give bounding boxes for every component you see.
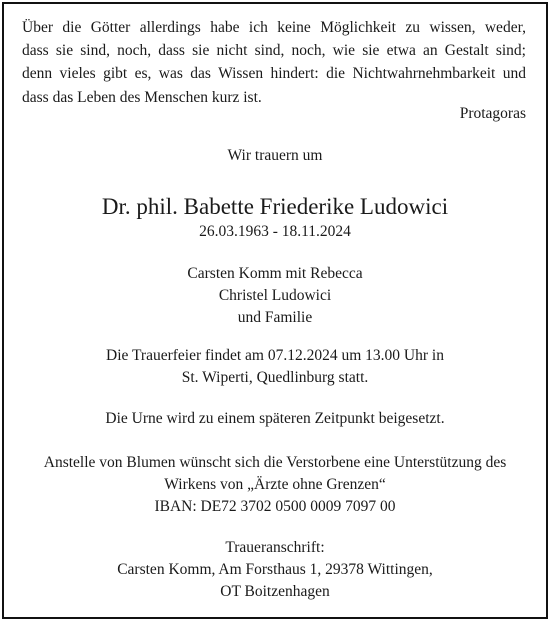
donation-line: Anstelle von Blumen wünscht sich die Verstorbene eine Unterstützung des: [43, 454, 507, 471]
address-block: [0, 537, 550, 603]
address-heading: Traueranschrift:: [225, 539, 325, 556]
urn-text: Die Urne wird zu einem späteren Zeitpunkt beigesetzt.: [105, 410, 445, 427]
quote-line: dass das Leben des Menschen kurz ist.: [22, 88, 262, 106]
iban-line: IBAN: DE72 3702 0500 0009 7097 00: [154, 498, 396, 515]
deceased-block: [0, 193, 550, 243]
address-line: Carsten Komm, Am Forsthaus 1, 29378 Wittingen,: [117, 561, 433, 578]
mourner-line: und Familie: [237, 309, 313, 326]
donation-line: Wirkens von „Ärzte ohne Grenzen“: [164, 476, 386, 493]
quote-line: dass sie sind, noch, dass sie nicht sind, noch, wie sie etwa an Gestalt sind;: [22, 42, 526, 60]
donation-block: [0, 452, 550, 518]
deceased-name: Dr. phil. Babette Friederike Ludowici: [101, 194, 449, 219]
mourner-line: Christel Ludowici: [218, 287, 332, 304]
address-line: OT Boitzenhagen: [220, 583, 330, 600]
mourner-line: Carsten Komm mit Rebecca: [187, 265, 363, 282]
quote-author: Protagoras: [459, 105, 526, 122]
quote-block: [22, 16, 526, 109]
mourners-block: [0, 263, 550, 329]
quote-line: Über die Götter allerdings habe ich keine Möglichkeit zu wissen, weder,: [22, 19, 526, 36]
intro-text: Wir trauern um: [227, 147, 323, 164]
ceremony-block: [0, 345, 550, 389]
ceremony-line: St. Wiperti, Quedlinburg statt.: [181, 369, 369, 386]
quote-line: denn vieles gibt es, was das Wissen hindert: die Nichtwahrnehmbarkeit und: [22, 65, 526, 83]
ceremony-line: Die Trauerfeier findet am 07.12.2024 um 13.00 Uhr in: [106, 347, 444, 364]
life-dates: 26.03.1963 - 18.11.2024: [199, 223, 351, 240]
